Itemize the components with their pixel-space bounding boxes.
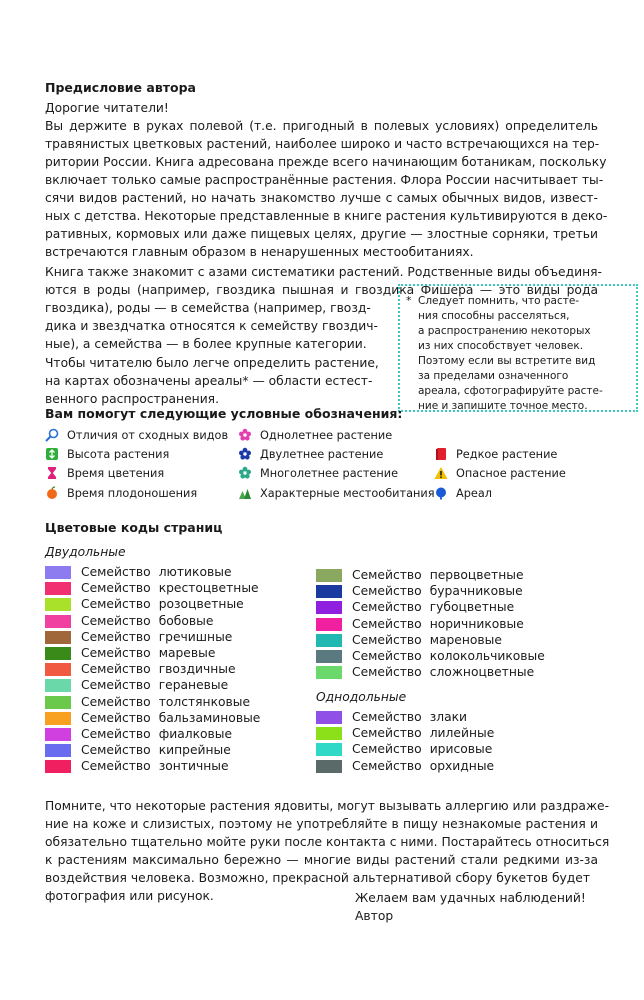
family-word: Семейство: [352, 742, 422, 757]
text-line: ются в роды (например, гвоздика пышная и гвоздика Фишера — это виды рода: [45, 283, 598, 297]
hourglass-icon: [45, 466, 59, 480]
closing-signature: Автор: [355, 909, 394, 923]
family-name: ирисовые: [429, 742, 493, 757]
family-word: Семейство: [352, 632, 422, 647]
family-word: Семейство: [81, 759, 151, 774]
family-name: колокольчиковые: [429, 649, 545, 663]
footnote-line: из них способствует человек.: [418, 340, 584, 352]
text-line: дика и звездчатка относятся к семейству гвоздич-: [45, 319, 378, 333]
color-swatch: [45, 712, 71, 725]
color-codes-title: Цветовые коды страниц: [45, 520, 223, 535]
footnote-line: а распространению некоторых: [418, 325, 591, 337]
text-line: травянистых цветковых растений, наиболее широко и часто встречающихся на тер-: [45, 137, 600, 151]
text-line: Чтобы читателю было легче определить растение,: [45, 356, 379, 370]
family-word: Семейство: [81, 678, 151, 693]
family-name: мареновые: [429, 632, 502, 647]
legend-label: Высота растения: [67, 448, 170, 461]
family-label: [81, 743, 231, 757]
flower-perennial-icon: [238, 466, 252, 480]
family-word: Семейство: [352, 568, 422, 582]
family-label: [352, 617, 524, 631]
family-name: крестоцветные: [158, 581, 259, 596]
family-word: Семейство: [81, 710, 151, 725]
text-line: сячи видов растений, но начать знакомство лучше с самых обычных видов, извест-: [45, 191, 598, 205]
family-label: [81, 646, 215, 660]
fruit-icon: [45, 486, 59, 500]
color-swatch: [45, 744, 71, 757]
color-swatch: [316, 666, 342, 679]
color-swatch: [45, 663, 71, 676]
family-label: [352, 710, 467, 724]
family-label: [81, 630, 232, 644]
color-swatch: [45, 760, 71, 773]
footnote-box: [398, 284, 638, 412]
legend-title: Вам помогут следующие условные обозначения:: [45, 406, 403, 421]
family-name: орхидные: [429, 758, 495, 773]
family-label: [352, 649, 545, 663]
family-word: Семейство: [81, 581, 151, 596]
family-name: злаки: [429, 710, 468, 724]
color-swatch: [316, 743, 342, 756]
text-line: Книга также знакомит с азами систематики растений. Родственные виды объединя-: [45, 265, 602, 279]
footnote-line: ния способны расселяться,: [418, 310, 570, 322]
family-label: [352, 633, 502, 647]
family-name: бальзаминовые: [158, 710, 261, 725]
color-swatch: [316, 569, 342, 582]
habitat-icon: [238, 486, 252, 500]
footnote-line: Поэтому если вы встретите вид: [418, 355, 596, 367]
footnote-line: ареала, сфотографируйте расте-: [418, 385, 603, 397]
family-label: [81, 759, 229, 773]
family-label: [81, 711, 260, 725]
family-name: первоцветные: [429, 568, 524, 582]
family-label: [81, 727, 232, 741]
monocot-subtitle: Однодольные: [316, 690, 407, 704]
family-word: Семейство: [352, 600, 422, 615]
color-swatch: [316, 760, 342, 773]
family-word: Семейство: [352, 758, 422, 773]
family-word: Семейство: [81, 727, 151, 741]
flower-biennial-icon: [238, 447, 252, 461]
family-label: [81, 581, 259, 595]
color-swatch: [316, 711, 342, 724]
family-word: Семейство: [352, 665, 422, 680]
preface-greeting: Дорогие читатели!: [45, 101, 169, 115]
text-line: ративных, кормовых или даже пищевых целях, другие — злостные сорняки, третьи: [45, 227, 598, 241]
family-name: лилейные: [429, 726, 495, 741]
legend-label: Характерные местообитания: [260, 487, 435, 500]
family-word: Семейство: [81, 629, 151, 644]
text-line: ных с детства. Некоторые представленные в книге растения культивируются в деко-: [45, 209, 608, 223]
text-line: обязательно тщательно мойте руки после контакта с ними. Постарайтесь относиться: [45, 835, 610, 849]
family-name: розоцветные: [158, 597, 244, 612]
family-name: сложноцветные: [429, 665, 535, 680]
legend-label: Двулетнее растение: [260, 448, 384, 461]
color-swatch: [45, 679, 71, 692]
family-name: норичниковые: [429, 616, 524, 631]
family-label: [352, 742, 492, 756]
color-swatch: [316, 650, 342, 663]
color-swatch: [45, 582, 71, 595]
family-label: [352, 568, 524, 582]
legend-label: Однолетнее растение: [260, 429, 393, 442]
text-line: Вы держите в руках полевой (т.е. пригодный в полевых условиях) определитель: [45, 119, 598, 133]
text-line: ние на коже и слизистых, поэтому не употребляйте в пищу незнакомые растения и: [45, 817, 598, 831]
legend-label: Отличия от сходных видов: [67, 429, 229, 442]
color-swatch: [45, 615, 71, 628]
height-icon: [45, 447, 59, 461]
color-swatch: [45, 647, 71, 660]
family-word: Семейство: [81, 565, 151, 579]
footnote-star: *: [406, 294, 412, 307]
text-line: воздействия человека. Возможно, прекрасной альтернативой сбору букетов будет: [45, 871, 591, 885]
magnifier-icon: [45, 428, 59, 442]
text-line: встречаются главным образом в ненарушенных местообитаниях.: [45, 245, 474, 259]
text-line: ные), а семейства — в более крупные категории.: [45, 337, 367, 351]
warning-icon: [434, 466, 448, 480]
color-swatch: [45, 598, 71, 611]
color-swatch: [316, 618, 342, 631]
text-line: гвоздика), роды — в семейства (например, гвозд-: [45, 301, 371, 315]
family-name: гвоздичные: [158, 662, 236, 677]
family-word: Семейство: [81, 662, 151, 677]
text-line: ритории России. Книга адресована прежде всего начинающим ботаникам, поскольку: [45, 155, 607, 169]
family-label: [352, 584, 523, 598]
family-label: [352, 600, 514, 614]
legend-label: Время цветения: [67, 467, 165, 480]
family-word: Семейство: [352, 726, 422, 741]
color-swatch: [316, 585, 342, 598]
family-word: Семейство: [81, 597, 151, 612]
color-swatch: [45, 631, 71, 644]
family-name: зонтичные: [158, 759, 229, 774]
family-label: [352, 665, 534, 679]
color-swatch: [45, 696, 71, 709]
closing-wish: Желаем вам удачных наблюдений!: [355, 891, 586, 905]
preface-title: Предисловие автора: [45, 80, 196, 95]
footnote-line: за пределами означенного: [418, 370, 569, 382]
text-line: венного распространения.: [45, 392, 219, 406]
family-word: Семейство: [81, 743, 151, 758]
text-line: фотография или рисунок.: [45, 889, 214, 903]
family-word: Семейство: [81, 613, 151, 628]
family-name: гречишные: [158, 629, 233, 644]
family-name: гераневые: [158, 678, 229, 693]
family-name: толстянковые: [158, 694, 251, 709]
family-label: [81, 695, 250, 709]
dicot-subtitle: Двудольные: [45, 545, 126, 559]
footnote-line: ние и запишите точное место.: [418, 400, 588, 412]
family-word: Семейство: [81, 694, 151, 709]
family-name: лютиковые: [158, 565, 232, 579]
footnote-line: Следует помнить, что расте-: [418, 295, 580, 307]
legend-label: Ареал: [456, 487, 492, 500]
flower-annual-icon: [238, 428, 252, 442]
legend-label: Время плодоношения: [67, 487, 198, 500]
family-label: [352, 759, 494, 773]
family-name: бобовые: [158, 613, 214, 628]
rare-book-icon: [434, 447, 448, 461]
family-word: Семейство: [352, 616, 422, 631]
family-label: [81, 614, 213, 628]
text-line: включает только самые распространённые растения. Флора России насчитывает ты-: [45, 173, 604, 187]
legend-label: Опасное растение: [456, 467, 566, 480]
family-label: [81, 678, 228, 692]
text-line: Помните, что некоторые растения ядовиты, могут вызывать аллергию или раздраже-: [45, 799, 610, 813]
color-swatch: [316, 601, 342, 614]
globe-icon: [434, 486, 448, 500]
family-word: Семейство: [352, 649, 422, 663]
legend-label: Многолетнее растение: [260, 467, 399, 480]
family-label: [81, 565, 232, 579]
family-name: фиалковые: [158, 727, 233, 741]
color-swatch: [316, 634, 342, 647]
family-name: бурачниковые: [429, 584, 523, 599]
color-swatch: [45, 566, 71, 579]
family-label: [352, 726, 494, 740]
family-label: [81, 597, 244, 611]
color-swatch: [45, 728, 71, 741]
text-line: на картах обозначены ареалы* — области естест-: [45, 374, 373, 388]
family-label: [81, 662, 236, 676]
family-word: Семейство: [81, 646, 151, 660]
legend-label: Редкое растение: [456, 448, 558, 461]
text-line: к растениям максимально бережно — многие виды растений стали редкими из-за: [45, 853, 598, 867]
family-word: Семейство: [352, 710, 422, 724]
color-swatch: [316, 727, 342, 740]
family-name: маревые: [158, 646, 216, 660]
family-name: кипрейные: [158, 743, 231, 758]
family-word: Семейство: [352, 584, 422, 599]
family-name: губоцветные: [429, 600, 515, 615]
